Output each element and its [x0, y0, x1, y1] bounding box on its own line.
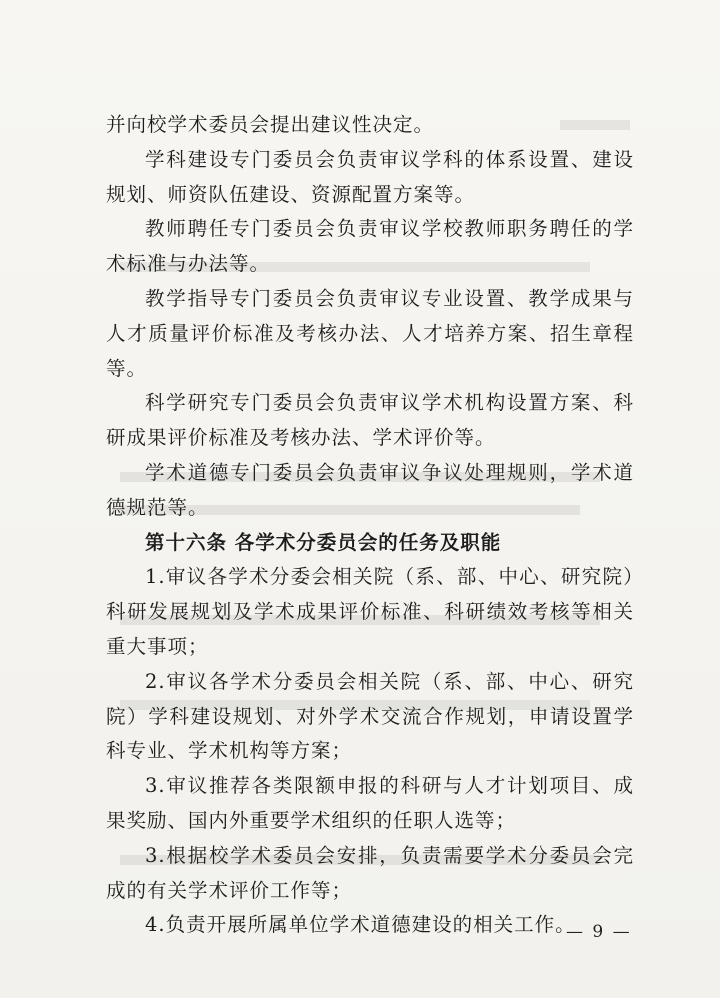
article-heading: 第十六条 各学术分委员会的任务及职能: [145, 530, 502, 554]
paragraph: 教师聘任专门委员会负责审议学校教师职务聘任的学术标准与办法等。: [106, 217, 634, 276]
paragraph: 科学研究专门委员会负责审议学术机构设置方案、科研成果评价标准及考核办法、学术评价等。: [106, 391, 634, 450]
list-item: 2.审议各学术分委员会相关院（系、部、中心、研究院）学科建设规划、对外学术交流合作规划，申请设置学科专业、学术机构等方案；: [106, 669, 634, 763]
paragraph: 教学指导专门委员会负责审议专业设置、教学成果与人才质量评价标准及考核办法、人才培养方案、招生章程等。: [106, 286, 634, 380]
list-item: 1.审议各学术分委会相关院（系、部、中心、研究院）科研发展规划及学术成果评价标准、科研绩效考核等相关重大事项；: [106, 565, 634, 658]
document-body: [106, 108, 634, 943]
page-number: — 9 —: [566, 922, 632, 942]
paragraph: 学术道德专门委员会负责审议争议处理规则，学术道德规范等。: [106, 460, 634, 519]
paragraph: 并向校学术委员会提出建议性决定。: [106, 113, 435, 136]
list-item: 3.根据校学术委员会安排，负责需要学术分委员会完成的有关学术评价工作等；: [106, 843, 634, 902]
list-item: 4.负责开展所属单位学术道德建设的相关工作。: [145, 913, 576, 937]
list-item: 3.审议推荐各类限额申报的科研与人才计划项目、成果奖励、国内外重要学术组织的任职人选等；: [106, 774, 634, 832]
paragraph: 学科建设专门委员会负责审议学科的体系设置、建设规划、师资队伍建设、资源配置方案等。: [106, 147, 634, 206]
